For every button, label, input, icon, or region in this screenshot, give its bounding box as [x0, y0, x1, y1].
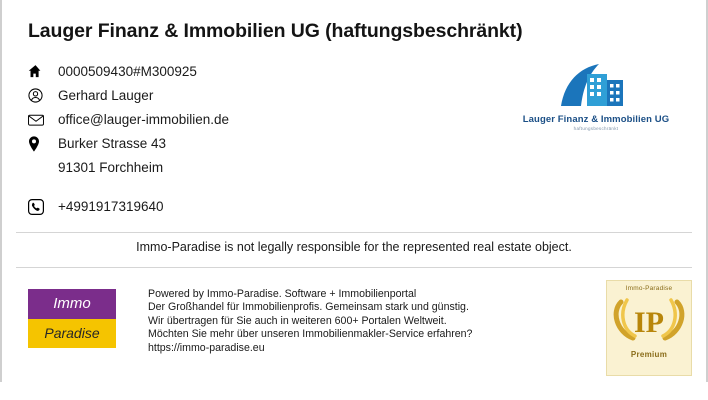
- premium-badge-bottom-label: Premium: [630, 350, 668, 359]
- disclaimer-text: Immo-Paradise is not legally responsible for the represented real estate object.: [136, 240, 572, 254]
- company-logo-name: Lauger Finanz & Immobilien UG: [522, 114, 670, 125]
- city-text: 91301 Forchheim: [58, 160, 164, 175]
- map-pin-icon: [28, 134, 50, 153]
- contact-person-text: Gerhard Lauger: [58, 88, 154, 103]
- immo-paradise-logo-line1: Immo: [28, 289, 116, 319]
- page-bottom-margin: [0, 382, 708, 400]
- street-text: Burker Strasse 43: [58, 136, 167, 151]
- contact-block: [28, 62, 448, 221]
- contact-row-email: [28, 110, 448, 129]
- company-logo-mark: [506, 58, 686, 110]
- footer-line-1: Powered by Immo-Paradise. Software + Immobilienportal: [148, 288, 417, 300]
- company-logo-sub: haftungsbeschränkt: [573, 126, 619, 131]
- premium-badge-emblem: [607, 292, 691, 350]
- divider-top: [16, 232, 692, 233]
- mail-icon: [28, 110, 50, 129]
- email-text: office@lauger-immobilien.de: [58, 112, 230, 127]
- svg-text:IP: IP: [634, 306, 664, 339]
- footer-line-2: Der Großhandel für Immobilienprofis. Gemeinsam stark und günstig.: [148, 301, 469, 314]
- object-id-text: 0000509430#M300925: [58, 64, 197, 79]
- divider-bottom: [16, 267, 692, 268]
- company-logo: [506, 58, 686, 131]
- immo-paradise-logo-line2: Paradise: [28, 319, 116, 348]
- footer-line-3: Wir übertragen für Sie auch in weiteren 600+ Portalen Weltweit.: [148, 314, 447, 327]
- phone-text: +4991917319640: [58, 199, 164, 214]
- footer-website-link[interactable]: https://immo-paradise.eu: [148, 341, 265, 354]
- footer-line-4: Möchten Sie mehr über unseren Immobilienmakler-Service erfahren?: [148, 328, 473, 341]
- page-title: Lauger Finanz & Immobilien UG (haftungsbeschränkt): [28, 20, 523, 42]
- footer: [0, 272, 708, 382]
- footer-text-block: [148, 288, 568, 355]
- contact-row-address: [28, 134, 448, 153]
- contact-row-person: [28, 86, 448, 105]
- person-icon: [28, 86, 50, 105]
- phone-icon: [28, 197, 50, 216]
- immo-paradise-logo: [28, 289, 116, 348]
- premium-badge: [606, 280, 692, 376]
- home-icon: [28, 62, 50, 81]
- premium-badge-top-label: Immo-Paradise: [625, 285, 673, 292]
- contact-row-phone: [28, 197, 448, 216]
- contact-row-object-id: [28, 62, 448, 81]
